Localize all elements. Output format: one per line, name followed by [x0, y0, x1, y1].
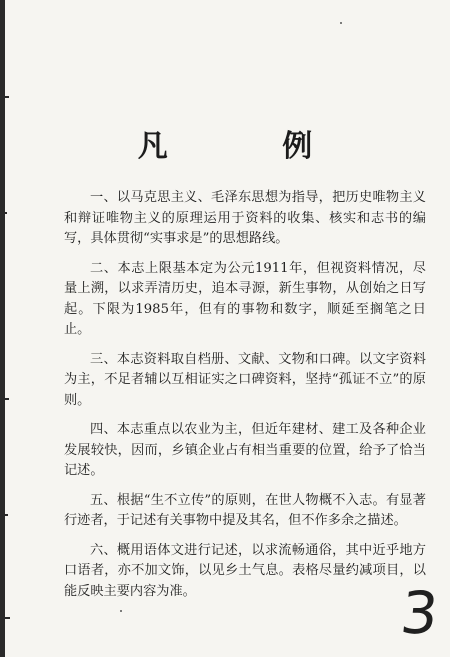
guideline-paragraph-3: 三、本志资料取自档册、文献、文物和口碑。以文字资料为主，不足者辅以互相证实之口碑资料，坚持“孤证不立”的原则。 [64, 351, 426, 408]
guideline-paragraph-2: 二、本志上限基本定为公元1911年，但视资料情况，尽量上溯，以求弄清历史，追本寻源，新生事物，从创始之日写起。下限为1985年，但有的事物和数字，顺延至搁笔之日止。 [64, 260, 426, 337]
scan-speck [120, 610, 122, 612]
binding-mark [0, 617, 10, 619]
page-title: 凡 例 [137, 129, 365, 164]
binding-mark [0, 514, 8, 516]
binding-mark [0, 96, 9, 98]
guideline-paragraph-6: 六、概用语体文进行记述，以求流畅通俗，其中近乎地方口语者，亦不加文饰，以见乡土气息。表格尽量约减项目，以能反映主要内容为准。 [64, 542, 426, 599]
guideline-paragraph-4: 四、本志重点以农业为主，但近年建材、建工及各种企业发展较快，因而，乡镇企业占有相当重要的位置，给予了恰当记述。 [64, 422, 426, 478]
guideline-paragraph-5: 五、根据“生不立传”的原则，在世人物概不入志。有显著行迹者，于记述有关事物中提及其名，但不作多余之描述。 [64, 492, 426, 528]
binding-mark [0, 398, 9, 400]
scan-speck [340, 22, 342, 24]
guideline-paragraph-1: 一、以马克思主义、毛泽东思想为指导，把历史唯物主义和辩证唯物主义的原理运用于资料的收集、核实和志书的编写，具体贯彻“实事求是”的思想路线。 [64, 190, 426, 246]
guidelines-body [64, 188, 426, 611]
binding-mark [0, 212, 7, 214]
binding-edge [0, 0, 5, 657]
handwritten-page-number: 3 [397, 579, 442, 647]
